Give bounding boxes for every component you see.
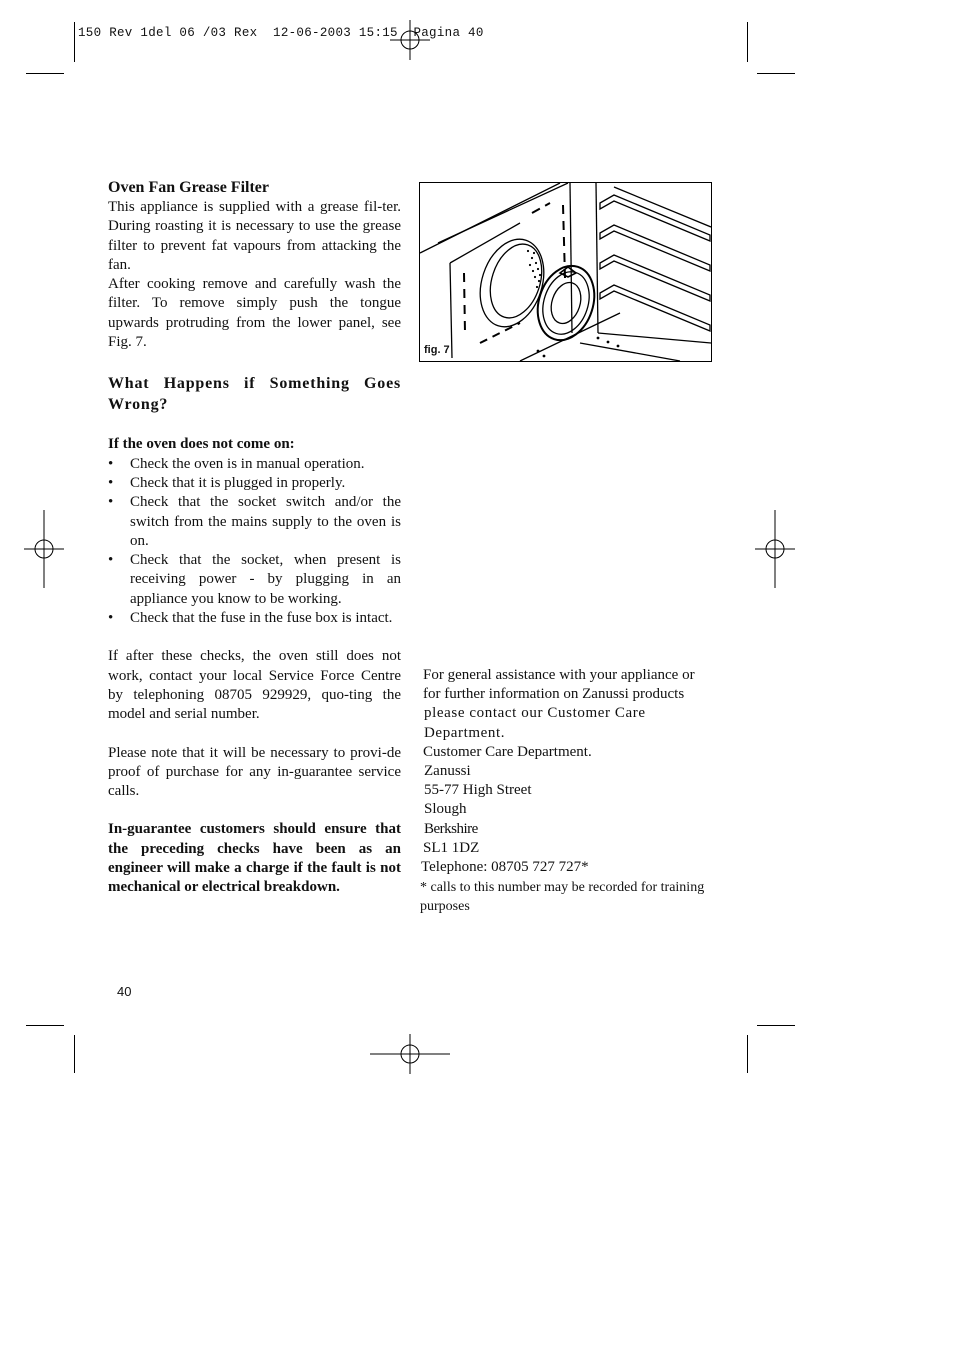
crop-mark <box>74 22 75 62</box>
contact-company: Zanussi <box>424 763 471 780</box>
troubleshooting-subtitle: If the oven does not come on: <box>108 436 295 453</box>
crop-mark <box>747 22 748 62</box>
contact-footnote: purposes <box>420 899 470 915</box>
bullet: • <box>108 455 114 472</box>
contact-line: please contact our Customer Care <box>424 705 646 722</box>
registration-mark-right <box>755 510 795 588</box>
contact-line: Department. <box>424 724 506 741</box>
list-item <box>108 551 401 609</box>
oven-interior-illustration <box>420 183 711 361</box>
check-text: Check the oven is in manual operation. <box>130 455 365 472</box>
bullet: • <box>108 552 114 569</box>
crop-mark <box>757 73 795 74</box>
crop-mark <box>74 1035 75 1073</box>
grease-filter-paragraph: This appliance is supplied with a grease fil-ter. During roasting it is necessary to use the grease filter to prevent fat vapours from attacking the fan. <box>108 199 401 273</box>
customer-care-contact <box>420 666 760 917</box>
grease-filter-instructions: After cooking remove and carefully wash the filter. To remove simply push the tongue upwards protruding from the lower panel, see Fig. 7. <box>108 276 401 351</box>
bullet: • <box>108 474 114 491</box>
contact-footnote: * calls to this number may be recorded for training <box>420 880 705 896</box>
bullet: • <box>108 494 114 511</box>
contact-postcode: SL1 1DZ <box>423 839 480 856</box>
contact-line: For general assistance with your appliance or <box>423 667 695 683</box>
list-item <box>108 474 401 493</box>
list-item <box>108 609 401 628</box>
list-item <box>108 455 401 474</box>
contact-address-street: 55-77 High Street <box>424 782 532 799</box>
contact-address-town: Slough <box>424 801 467 818</box>
proof-paragraph: Please note that it will be necessary to provi-de proof of purchase for any in-guarantee service calls. <box>108 744 401 800</box>
figure-oven-fan-filter <box>419 182 712 362</box>
list-item <box>108 493 401 551</box>
contact-telephone: Telephone: 08705 727 727* <box>421 859 589 876</box>
contact-address-county: Berkshire <box>424 820 478 837</box>
check-text: Check that it is plugged in properly. <box>130 474 346 491</box>
check-text: Check that the socket, when present is receiving power - by plugging in an appliance you know to be working. <box>130 552 401 607</box>
bullet: • <box>108 610 114 627</box>
warning-paragraph: In-guarantee customers should ensure that the preceding checks have been as an engineer will make a charge if the fault is not mechanical or electrical breakdown. <box>108 821 401 896</box>
checklist <box>108 455 401 629</box>
left-column <box>108 178 401 898</box>
print-slug: 150 Rev 1del 06 /03 Rex 12-06-2003 15:15 Pagina 40 <box>78 26 484 40</box>
registration-mark-top <box>390 20 430 60</box>
section-title-troubleshooting: What Happens if Something Goes Wrong? <box>108 375 401 414</box>
crop-mark <box>757 1025 795 1026</box>
check-text: Check that the fuse in the fuse box is intact. <box>130 610 393 627</box>
crop-mark <box>26 73 64 74</box>
crop-mark <box>26 1025 64 1026</box>
check-text: Check that the socket switch and/or the switch from the mains supply to the oven is on. <box>130 494 401 549</box>
figure-caption: fig. 7 <box>424 344 450 356</box>
contact-department: Customer Care Department. <box>423 743 592 760</box>
contact-line: for further information on Zanussi products <box>423 686 685 703</box>
service-paragraph: If after these checks, the oven still does not work, contact your local Service Force Centre by telephoning 08705 929929, quo-ting the model and serial number. <box>108 648 401 723</box>
registration-mark-left <box>24 510 64 588</box>
page-number: 40 <box>117 984 132 999</box>
registration-mark-bottom <box>370 1034 450 1074</box>
crop-mark <box>747 1035 748 1073</box>
section-title-grease-filter: Oven Fan Grease Filter <box>108 179 269 196</box>
